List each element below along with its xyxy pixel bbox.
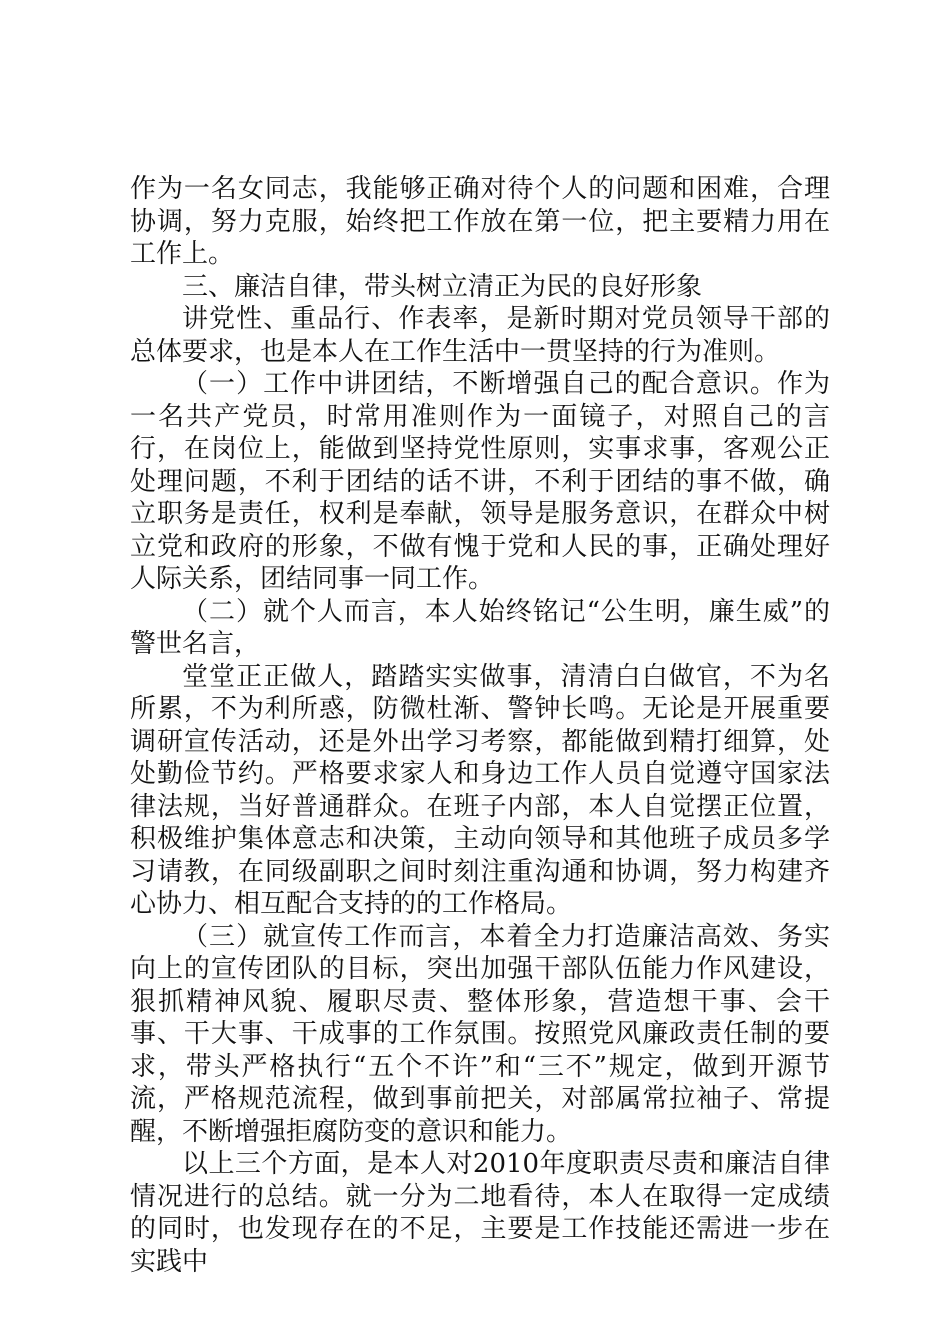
paragraph: （一）工作中讲团结，不断增强自己的配合意识。作为一名共产党员，时常用准则作为一面镜子，对照自己的言行，在岗位上，能做到坚持党性原则，实事求事，客观公正处理问题，不利于团结的话不讲，不利于团结的事不做，确立职务是责任，权利是奉献，领导是服务意识，在群众中树立党和政府的形象，不做有愧于党和人民的事，正确处理好人际关系，团结同事一同工作。 [130,369,830,594]
paragraph: （二）就个人而言，本人始终铭记“公生明，廉生威”的警世名言， [130,596,830,659]
paragraph: 堂堂正正做人，踏踏实实做事，清清白白做官，不为名所累，不为利所惑，防微杜渐、警钟长鸣。无论是开展重要调研宣传活动，还是外出学习考察，都能做到精打细算，处处勤俭节约。严格要求家人和身边工作人员自觉遵守国家法律法规，当好普通群众。在班子内部，本人自觉摆正位置，积极维护集体意志和决策，主动向领导和其他班子成员多学习请教，在同级副职之间时刻注重沟通和协调，努力构建齐心协力、相互配合支持的的工作格局。 [130,661,830,919]
section-heading: 三、廉洁自律，带头树立清正为民的良好形象 [182,271,703,302]
paragraph: 讲党性、重品行、作表率，是新时期对党员领导干部的总体要求，也是本人在工作生活中一贯坚持的行为准则。 [130,304,830,367]
paragraph: 以上三个方面，是本人对2010年度职责尽责和廉洁自律情况进行的总结。就一分为二地看待，本人在取得一定成绩的同时，也发现存在的不足，主要是工作技能还需进一步在实践中 [130,1149,830,1277]
paragraph: （三）就宣传工作而言，本着全力打造廉洁高效、务实向上的宣传团队的目标，突出加强干部队伍能力作风建设，狠抓精神风貌、履职尽责、整体形象，营造想干事、会干事、干大事、干成事的工作氛围。按照党风廉政责任制的要求，带头严格执行“五个不许”和“三不”规定，做到开源节流，严格规范流程，做到事前把关，对部属常拉袖子、常提醒，不断增强拒腐防变的意识和能力。 [130,921,830,1147]
paragraph-continued: 作为一名女同志，我能够正确对待个人的问题和困难，合理协调，努力克服，始终把工作放在第一位，把主要精力用在工作上。 [130,174,830,269]
document-body [130,173,830,1278]
